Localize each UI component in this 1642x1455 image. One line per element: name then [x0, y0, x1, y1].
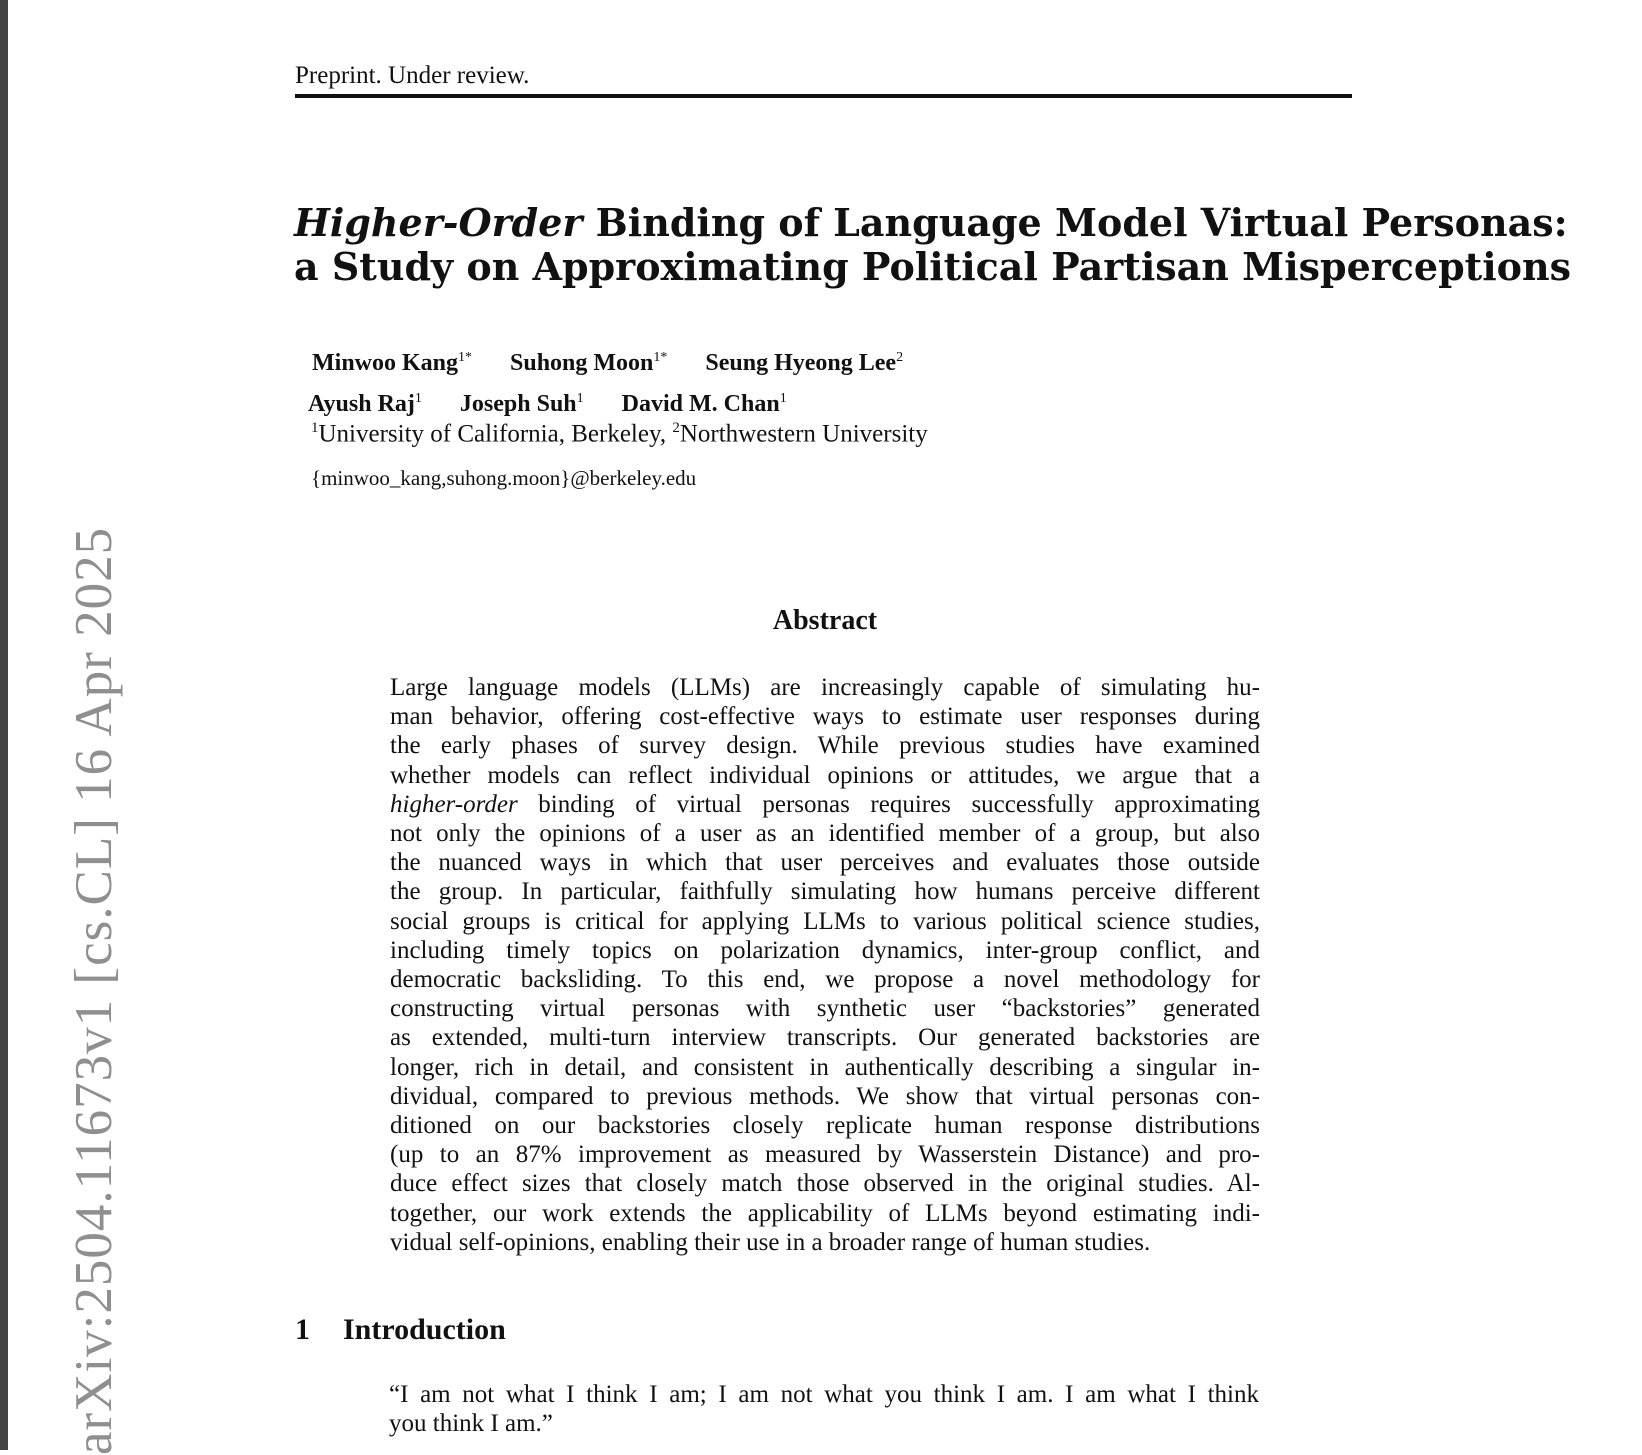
- arxiv-stamp: arXiv:2504.11673v1 [cs.CL] 16 Apr 2025: [65, 526, 123, 1455]
- abstract-line: not only the opinions of a user as an identified member of a group, but also: [390, 820, 1260, 848]
- abstract-body: [390, 673, 1260, 1257]
- abstract-line: together, our work extends the applicability of LLMs beyond estimating indi-: [390, 1199, 1260, 1227]
- author: [308, 381, 422, 422]
- author-affil-mark: 1: [779, 391, 787, 406]
- section-number: 1: [295, 1313, 310, 1346]
- abstract-line: social groups is critical for applying LLMs to various political science studies,: [390, 907, 1260, 935]
- preprint-header: Preprint. Under review.: [295, 62, 1352, 98]
- author: [705, 340, 903, 381]
- affil-institution-2: Northwestern University: [679, 420, 928, 448]
- paper-title: [294, 200, 1572, 289]
- page-left-border: [0, 0, 8, 1450]
- abstract-italic-term: higher-order: [390, 790, 518, 818]
- affil-mark-1: 1: [311, 420, 319, 436]
- author: [312, 340, 472, 381]
- epigraph-quote: [389, 1380, 1259, 1438]
- affiliations: [311, 420, 928, 448]
- affil-institution-1: University of California, Berkeley,: [318, 420, 673, 448]
- abstract-line: including timely topics on polarization dynamics, inter-group conflict, and: [390, 936, 1260, 964]
- author-row-2: [308, 381, 935, 422]
- abstract-line: vidual self-opinions, enabling their use in a broader range of human studies.: [390, 1228, 1151, 1256]
- abstract-line: the group. In particular, faithfully simulating how humans perceive different: [390, 878, 1260, 906]
- quote-line: “I am not what I think I am; I am not what you think I am. I am what I think: [389, 1381, 1259, 1408]
- author-email: {minwoo_kang,suhong.moon}@berkeley.edu: [311, 466, 697, 490]
- author-affil-mark: 1*: [653, 350, 668, 365]
- abstract-line: as extended, multi-turn interview transcripts. Our generated backstories are: [390, 1024, 1260, 1052]
- abstract-line: (up to an 87% improvement as measured by Wasserstein Distance) and pro-: [390, 1141, 1260, 1169]
- author: [460, 381, 584, 422]
- author-affil-mark: 1: [414, 391, 422, 406]
- author: [622, 381, 787, 422]
- affil-mark-2: 2: [672, 420, 680, 436]
- section-title: Introduction: [343, 1313, 506, 1346]
- author-affil-mark: 1*: [458, 350, 473, 365]
- title-line-1: [294, 200, 1568, 245]
- author-name: Minwoo Kang: [312, 350, 459, 376]
- author-name: Ayush Raj: [308, 391, 415, 417]
- abstract-line-rest: binding of virtual personas requires successfully approximating: [517, 790, 1260, 818]
- abstract-line: democratic backsliding. To this end, we propose a novel methodology for: [390, 966, 1260, 994]
- abstract-line: longer, rich in detail, and consistent in authentically describing a singular in-: [390, 1053, 1260, 1081]
- abstract-line: ditioned on our backstories closely replicate human response distributions: [390, 1112, 1260, 1140]
- abstract-line: Large language models (LLMs) are increasingly capable of simulating hu-: [390, 674, 1260, 701]
- abstract-line: man behavior, offering cost-effective ways to estimate user responses during: [390, 703, 1260, 731]
- author-name: Seung Hyeong Lee: [705, 350, 897, 376]
- author-affil-mark: 2: [896, 350, 904, 365]
- author-name: David M. Chan: [621, 391, 780, 417]
- abstract-line: the early phases of survey design. While previous studies have examined: [390, 732, 1260, 760]
- quote-line: you think I am.”: [389, 1410, 553, 1437]
- abstract-line: dividual, compared to previous methods. We show that virtual personas con-: [390, 1082, 1260, 1110]
- title-italic: Higher-Order: [294, 200, 583, 245]
- abstract-line: the nuanced ways in which that user perceives and evaluates those outside: [390, 849, 1260, 877]
- abstract-line: constructing virtual personas with synthetic user “backstories” generated: [390, 995, 1260, 1023]
- author-name: Joseph Suh: [459, 391, 577, 417]
- abstract-heading: Abstract: [772, 605, 878, 636]
- title-line-2: a Study on Approximating Political Partisan Misperceptions: [294, 244, 1572, 289]
- title-line-1-rest: Binding of Language Model Virtual Personas:: [582, 200, 1568, 245]
- author-affil-mark: 1: [576, 391, 584, 406]
- author: [510, 340, 667, 381]
- abstract-line: [390, 790, 1260, 819]
- author-list: [308, 340, 935, 422]
- abstract-line: duce effect sizes that closely match those observed in the original studies. Al-: [390, 1170, 1260, 1198]
- author-name: Suhong Moon: [510, 350, 654, 376]
- section-heading: [295, 1313, 506, 1347]
- author-row-1: [312, 340, 935, 381]
- abstract-line: whether models can reflect individual opinions or attitudes, we argue that a: [390, 761, 1260, 789]
